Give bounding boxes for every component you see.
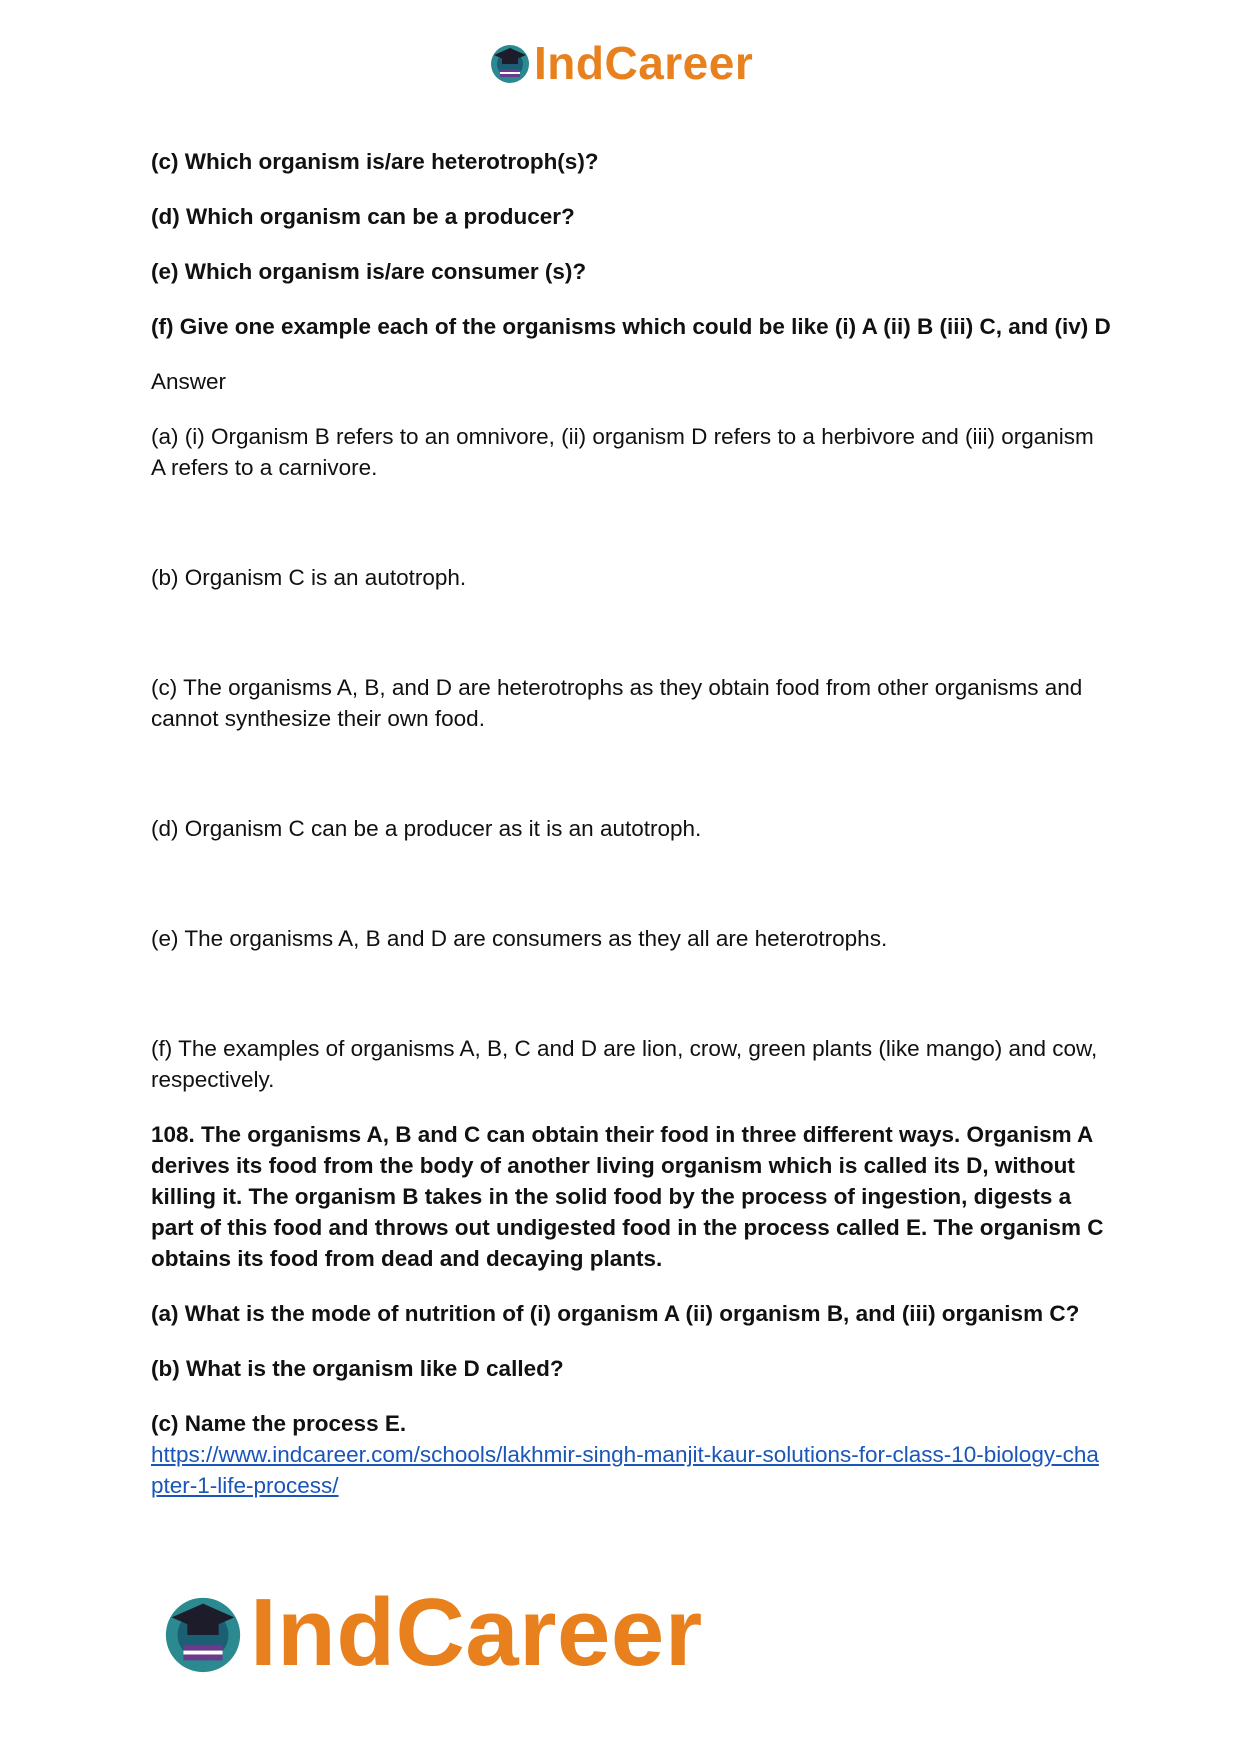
answer-b: (b) Organism C is an autotroph. bbox=[151, 565, 467, 590]
question-c: (c) Which organism is/are heterotroph(s)? bbox=[151, 149, 599, 174]
question-108-part-b: (b) What is the organism like D called? bbox=[151, 1356, 564, 1381]
answer-f: (f) The examples of organisms A, B, C and D are lion, crow, green plants (like mango) and cow, respectively. bbox=[151, 1036, 1098, 1092]
answer-label: Answer bbox=[151, 369, 227, 394]
question-e: (e) Which organism is/are consumer (s)? bbox=[151, 259, 587, 284]
answer-e: (e) The organisms A, B and D are consumers as they all are heterotrophs. bbox=[151, 926, 888, 951]
page-content bbox=[151, 146, 1111, 1501]
answer-c: (c) The organisms A, B, and D are heterotrophs as they obtain food from other organisms and cannot synthesize their own food. bbox=[151, 675, 1083, 731]
question-108-part-a: (a) What is the mode of nutrition of (i) organism A (ii) organism B, and (iii) organism C? bbox=[151, 1301, 1080, 1326]
question-108-part-c: (c) Name the process E. bbox=[151, 1411, 407, 1436]
question-d: (d) Which organism can be a producer? bbox=[151, 204, 575, 229]
answer-a: (a) (i) Organism B refers to an omnivore, (ii) organism D refers to a herbivore and (iii) organism A refers to a carnivore. bbox=[151, 424, 1094, 480]
header-logo bbox=[488, 37, 754, 89]
header-logo-text: IndCareer bbox=[534, 37, 754, 89]
question-108-stem: 108. The organisms A, B and C can obtain their food in three different ways. Organism A derives its food from the body of another living organism which is called its D, without killing it. The organism B takes in the solid food by the process of ingestion, digests a part of this food and throws out undigested food in the process called E. The organism C obtains its food from dead and decaying plants. bbox=[151, 1122, 1104, 1271]
question-f: (f) Give one example each of the organisms which could be like (i) A (ii) B (iii) C, and (iv) D bbox=[151, 314, 1111, 339]
graduation-cap-logo-icon bbox=[488, 41, 532, 85]
footer-logo-text: IndCareer bbox=[250, 1579, 703, 1686]
graduation-cap-logo-icon bbox=[160, 1590, 246, 1676]
footer-logo bbox=[160, 1579, 703, 1686]
answer-d: (d) Organism C can be a producer as it is an autotroph. bbox=[151, 816, 702, 841]
source-link[interactable]: https://www.indcareer.com/schools/lakhmir-singh-manjit-kaur-solutions-for-class-10-biology-chapter-1-life-process/ bbox=[151, 1442, 1099, 1498]
